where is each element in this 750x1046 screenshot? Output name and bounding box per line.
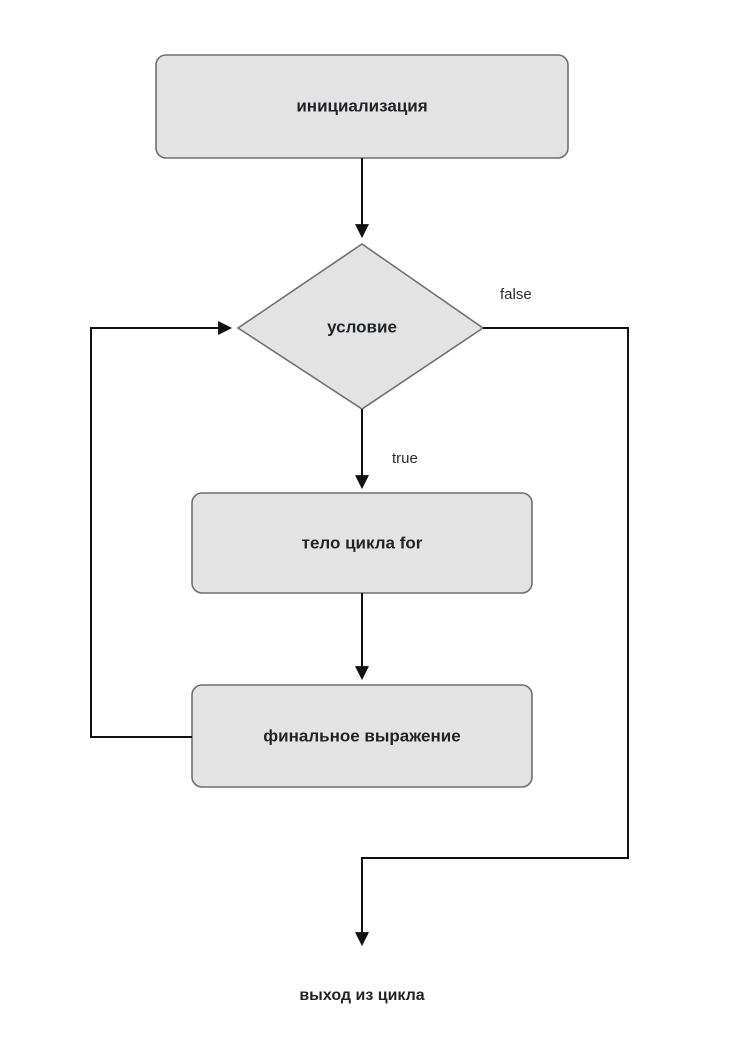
- node-body-label: тело цикла for: [301, 533, 423, 553]
- node-body: [192, 493, 532, 593]
- node-exit-label: выход из цикла: [299, 987, 425, 1005]
- edge-label-true: true: [392, 449, 418, 467]
- node-condition-label: условие: [327, 317, 397, 337]
- node-condition: [238, 244, 483, 409]
- edge-label-false: false: [500, 285, 532, 303]
- node-init-label: инициализация: [296, 96, 428, 116]
- node-final: [192, 685, 532, 787]
- node-final-label: финальное выражение: [263, 726, 461, 746]
- edge-condition-to-exit: [362, 328, 628, 944]
- node-init: [156, 55, 568, 158]
